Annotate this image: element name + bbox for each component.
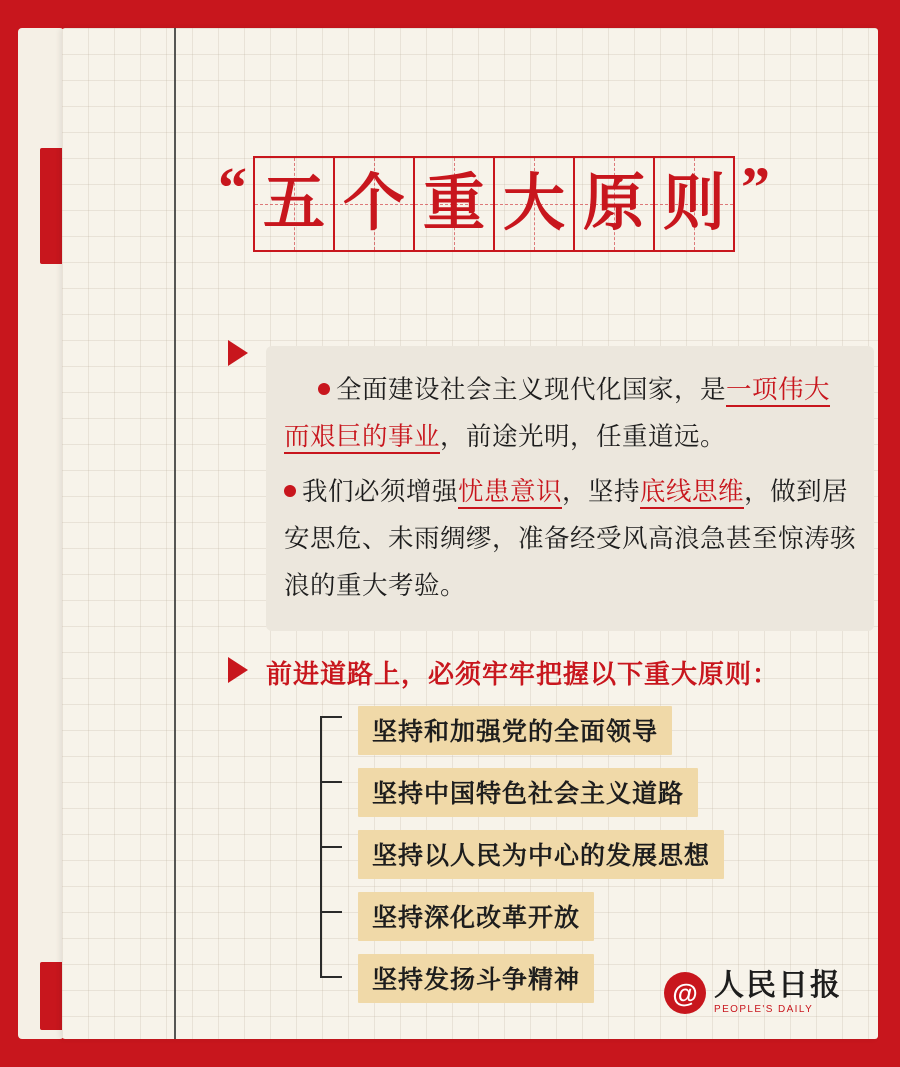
at-sign-icon: @ (664, 972, 706, 1014)
paragraph-1-segment: ，前途光明，任重道远。 (440, 422, 727, 451)
margin-rule-line (174, 28, 176, 1039)
list-item: 坚持中国特色社会主义道路 (358, 768, 698, 817)
list-bracket-tick (320, 846, 342, 848)
title-cell (655, 158, 733, 250)
title-cell (495, 158, 575, 250)
paragraph-2-segment: ，坚持 (562, 477, 641, 506)
triangle-icon (228, 340, 248, 366)
title-cell (575, 158, 655, 250)
title-cell (335, 158, 415, 250)
paragraph-1-highlight: 一项伟大而艰巨的事业 (284, 375, 830, 454)
open-quote-mark: “ (218, 155, 247, 220)
section2-heading: 前进道路上，必须牢牢把握以下重大原则： (266, 660, 780, 689)
section2-triangle-marker (228, 657, 248, 683)
paragraph-1-segment: 全面建设社会主义现代化国家，是 (336, 375, 727, 404)
list-item: 坚持和加强党的全面领导 (358, 706, 672, 755)
list-item-row (358, 768, 724, 830)
triangle-icon (228, 657, 248, 683)
bullet-dot-icon (318, 383, 330, 395)
paragraph-2-highlight: 底线思维 (640, 477, 744, 509)
title-character-grid (253, 156, 735, 252)
title-char: 则 (662, 170, 725, 238)
title-char: 大 (502, 170, 565, 238)
title-char: 五 (262, 170, 325, 238)
publisher-logo (664, 971, 842, 1015)
logo-name-en: PEOPLE'S DAILY (714, 1004, 814, 1015)
list-item-row (358, 892, 724, 954)
list-item-row (358, 706, 724, 768)
title-char: 原 (582, 170, 645, 238)
page-title (212, 156, 776, 252)
title-char: 个 (342, 170, 405, 238)
bullet-dot-icon (284, 485, 296, 497)
paragraph-2-highlight: 忧患意识 (458, 477, 562, 509)
paragraph-2-segment: ，做到居安思危、未雨绸缪，准备经受风高浪急甚至惊涛骇浪的重大考验。 (284, 477, 857, 600)
list-item: 坚持深化改革开放 (358, 892, 594, 941)
list-bracket-tick (320, 781, 342, 783)
principles-list-items (358, 706, 724, 1016)
note-sheet (62, 28, 878, 1039)
paragraph-triangle-marker (228, 340, 248, 366)
list-item-row (358, 830, 724, 892)
paragraph-block (266, 346, 874, 631)
list-bracket-tick (320, 911, 342, 913)
paragraph-2 (284, 468, 856, 609)
list-item: 坚持以人民为中心的发展思想 (358, 830, 724, 879)
paragraph-2-segment: 我们必须增强 (302, 477, 459, 506)
logo-text-block (714, 971, 842, 1015)
title-cell (415, 158, 495, 250)
title-char: 重 (422, 170, 485, 238)
close-quote-mark: ” (741, 155, 770, 220)
paragraph-1 (284, 366, 856, 460)
title-cell (255, 158, 335, 250)
list-item: 坚持发扬斗争精神 (358, 954, 594, 1003)
logo-name-cn: 人民日报 (714, 969, 842, 1002)
